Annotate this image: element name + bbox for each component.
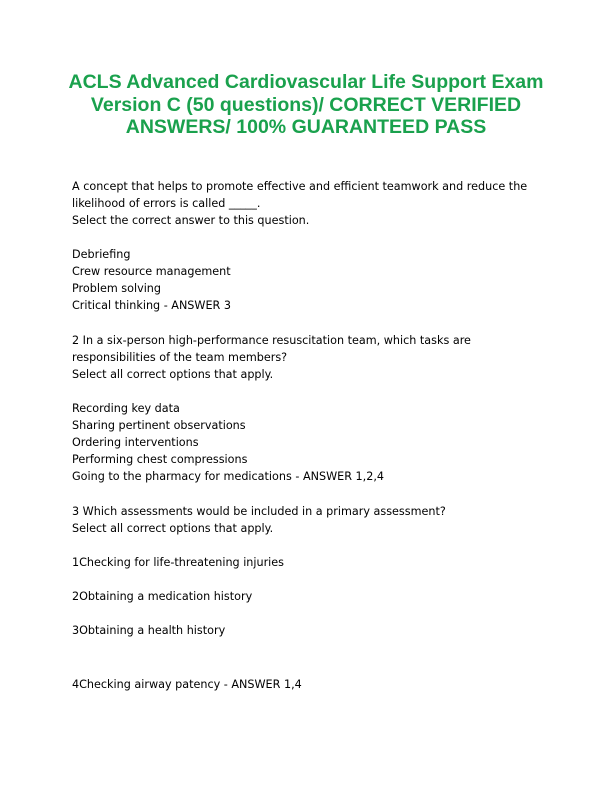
- document-title: ACLS Advanced Cardiovascular Life Support Exam Version C (50 questions)/ CORRECT VERIFIED ANSWERS/ 100% GUARANTEED PASS: [68, 71, 544, 138]
- q3-option-2: 2Obtaining a medication history: [72, 590, 253, 603]
- q2-option-2: Sharing pertinent observations: [72, 419, 246, 432]
- q2-stem-line-2: responsibilities of the team members?: [72, 351, 288, 364]
- q1-option-3: Problem solving: [72, 282, 161, 295]
- q2-option-5-answer: Going to the pharmacy for medications - ANSWER 1,2,4: [72, 470, 384, 483]
- q2-option-4: Performing chest compressions: [72, 453, 248, 466]
- q1-stem-line-1: A concept that helps to promote effective and efficient teamwork and reduce the: [72, 180, 528, 193]
- q1-option-4-answer: Critical thinking - ANSWER 3: [72, 299, 231, 312]
- q3-option-1: 1Checking for life-threatening injuries: [72, 556, 285, 569]
- q2-stem-line-1: 2 In a six-person high-performance resuscitation team, which tasks are: [72, 334, 471, 347]
- q1-instruction: Select the correct answer to this question.: [72, 214, 310, 227]
- q3-stem: 3 Which assessments would be included in a primary assessment?: [72, 505, 446, 518]
- q1-option-2: Crew resource management: [72, 265, 231, 278]
- q3-instruction: Select all correct options that apply.: [72, 522, 274, 535]
- q3-option-4-answer: 4Checking airway patency - ANSWER 1,4: [72, 678, 302, 691]
- q3-option-3: 3Obtaining a health history: [72, 624, 226, 637]
- q2-option-3: Ordering interventions: [72, 436, 199, 449]
- q1-stem-line-2: likelihood of errors is called _____.: [72, 197, 261, 210]
- q1-option-1: Debriefing: [72, 248, 131, 261]
- document-body: [72, 178, 552, 698]
- q2-instruction: Select all correct options that apply.: [72, 368, 274, 381]
- q2-option-1: Recording key data: [72, 402, 180, 415]
